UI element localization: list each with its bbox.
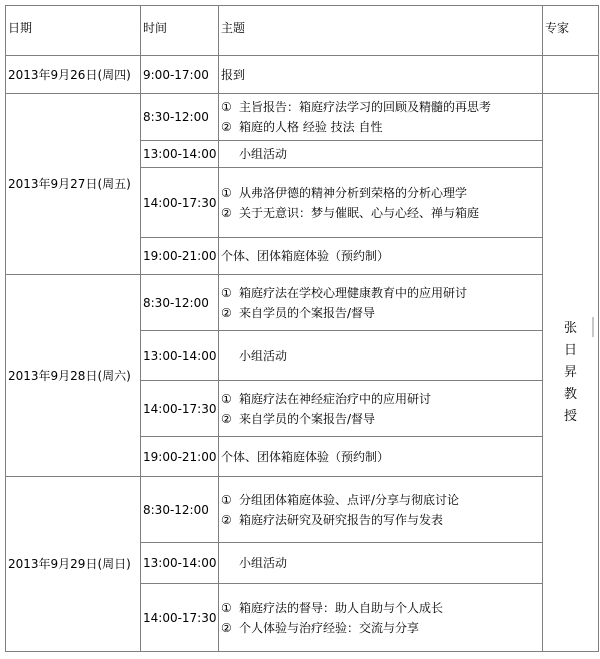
- list-item: [221, 303, 542, 323]
- item-number: ②: [221, 620, 232, 635]
- item-number: ①: [221, 391, 232, 406]
- item-text: 箱庭的人格 经验 技法 自性: [239, 120, 383, 134]
- list-item: [221, 490, 542, 510]
- time-cell: 8:30-12:00: [141, 94, 219, 141]
- topic-cell: [219, 584, 543, 652]
- item-number: ②: [221, 120, 232, 134]
- table-row: [6, 275, 599, 331]
- item-number: ①: [221, 492, 232, 507]
- header-time: 时间: [141, 6, 219, 56]
- expert-name: 张日昇教授: [563, 320, 577, 424]
- list-item: [221, 409, 542, 429]
- date-cell: 2013年9月27日(周五): [6, 94, 141, 275]
- time-cell: 19:00-21:00: [141, 437, 219, 477]
- topic-cell: 个体、团体箱庭体验（预约制）: [219, 238, 543, 275]
- date-cell: 2013年9月26日(周四): [6, 56, 141, 94]
- list-item: [221, 618, 542, 638]
- time-cell: 9:00-17:00: [141, 56, 219, 94]
- scrollbar-marker: [592, 317, 594, 337]
- time-cell: 14:00-17:30: [141, 381, 219, 437]
- item-number: ②: [221, 205, 232, 220]
- list-item: [221, 183, 542, 203]
- list-item: [221, 117, 542, 137]
- table-row: [6, 56, 599, 94]
- item-number: ②: [221, 512, 232, 527]
- topic-cell: 小组活动: [219, 141, 543, 168]
- item-number: ①: [221, 100, 232, 114]
- schedule-table: [5, 5, 599, 652]
- item-number: ②: [221, 305, 232, 320]
- item-number: ①: [221, 185, 232, 200]
- list-item: [221, 389, 542, 409]
- item-text: 个人体验与治疗经验：交流与分享: [239, 620, 420, 635]
- list-item: [221, 97, 542, 117]
- table-row: [6, 477, 599, 543]
- topic-cell: 小组活动: [219, 331, 543, 381]
- time-cell: 13:00-14:00: [141, 141, 219, 168]
- item-text: 主旨报告：箱庭疗法学习的回顾及精髓的再思考: [239, 100, 492, 114]
- item-text: 分组团体箱庭体验、点评/分享与彻底讨论: [239, 492, 460, 507]
- date-cell: 2013年9月28日(周六): [6, 275, 141, 477]
- bottom-gap: [283, 654, 345, 659]
- time-cell: 13:00-14:00: [141, 543, 219, 584]
- topic-cell: [219, 168, 543, 238]
- header-row: [6, 6, 599, 56]
- topic-cell: [219, 381, 543, 437]
- list-item: [221, 283, 542, 303]
- topic-cell: 小组活动: [219, 543, 543, 584]
- list-item: [221, 203, 542, 223]
- item-number: ①: [221, 285, 232, 300]
- time-cell: 8:30-12:00: [141, 275, 219, 331]
- topic-cell: [219, 275, 543, 331]
- list-item: [221, 598, 542, 618]
- item-text: 来自学员的个案报告/督导: [239, 305, 376, 320]
- header-expert: 专家: [543, 6, 599, 56]
- topic-cell: 个体、团体箱庭体验（预约制）: [219, 437, 543, 477]
- table-row: [6, 94, 599, 141]
- item-text: 关于无意识：梦与催眠、心与心经、禅与箱庭: [239, 205, 480, 220]
- date-cell: 2013年9月29日(周日): [6, 477, 141, 652]
- item-number: ①: [221, 600, 232, 615]
- time-cell: 14:00-17:30: [141, 584, 219, 652]
- header-date: 日期: [6, 6, 141, 56]
- topic-cell: [219, 94, 543, 141]
- topic-cell: [219, 477, 543, 543]
- item-text: 箱庭疗法在神经症治疗中的应用研讨: [239, 391, 432, 406]
- expert-empty-cell: [543, 56, 599, 94]
- time-cell: 13:00-14:00: [141, 331, 219, 381]
- header-topic: 主题: [219, 6, 543, 56]
- item-text: 来自学员的个案报告/督导: [239, 411, 376, 426]
- time-cell: 19:00-21:00: [141, 238, 219, 275]
- item-text: 箱庭疗法研究及研究报告的写作与发表: [239, 512, 444, 527]
- item-number: ②: [221, 411, 232, 426]
- time-cell: 8:30-12:00: [141, 477, 219, 543]
- topic-cell: 报到: [219, 56, 543, 94]
- item-text: 从弗洛伊德的精神分析到荣格的分析心理学: [239, 185, 468, 200]
- list-item: [221, 510, 542, 530]
- item-text: 箱庭疗法在学校心理健康教育中的应用研讨: [239, 285, 468, 300]
- expert-cell: [543, 94, 599, 652]
- item-text: 箱庭疗法的督导：助人自助与个人成长: [239, 600, 444, 615]
- time-cell: 14:00-17:30: [141, 168, 219, 238]
